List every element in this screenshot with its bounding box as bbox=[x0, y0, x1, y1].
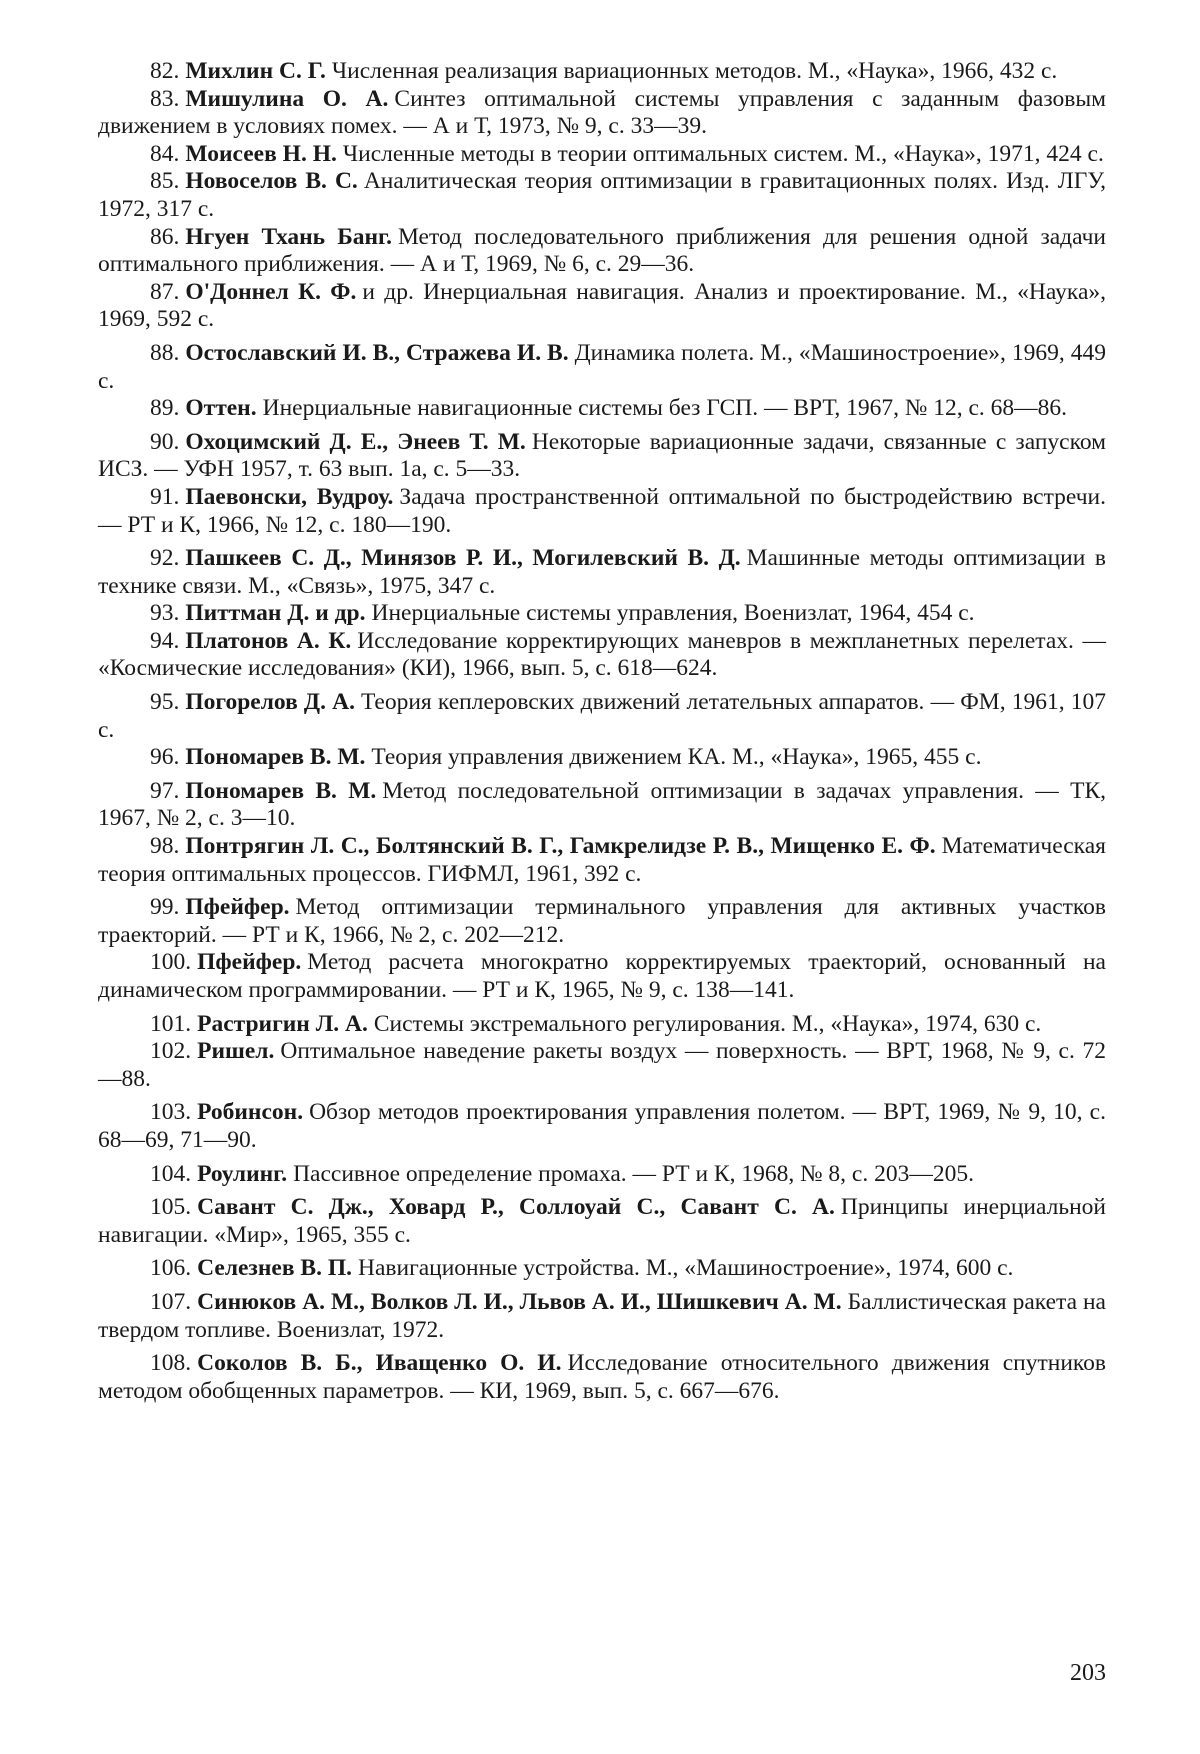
reference-entry bbox=[98, 628, 1106, 683]
reference-number: 95. bbox=[150, 689, 180, 716]
reference-authors: Селезнев В. П. bbox=[197, 1255, 352, 1282]
reference-authors: О'Доннел К. Ф. bbox=[185, 278, 357, 305]
reference-number: 107. bbox=[150, 1288, 192, 1315]
reference-text: Динамика полета. М., «Машиностроение», 1969, 449 с. bbox=[98, 339, 1106, 394]
reference-text: Теория кеплеровских движений летательных аппаратов. — ФМ, 1961, 107 с. bbox=[98, 689, 1106, 743]
reference-entry bbox=[98, 949, 1106, 1004]
reference-number: 89. bbox=[150, 395, 180, 422]
reference-number: 106. bbox=[150, 1255, 192, 1282]
reference-authors: Синюков А. М., Волков Л. И., Львов А. И., Шишкевич А. М. bbox=[197, 1288, 842, 1315]
reference-authors: Пашкеев С. Д., Минязов Р. И., Могилевский В. Д. bbox=[185, 545, 741, 572]
reference-number: 103. bbox=[150, 1099, 192, 1126]
reference-entry bbox=[98, 279, 1106, 334]
reference-entry bbox=[98, 1194, 1106, 1249]
reference-authors: Пфейфер. bbox=[197, 949, 302, 976]
reference-text: Обзор методов проектирования управления полетом. — ВРТ, 1969, № 9, 10, с. 68—69, 71—90. bbox=[98, 1099, 1106, 1153]
reference-text: Принципы инерциальной навигации. «Мир», 1965, 355 с. bbox=[98, 1194, 1106, 1248]
reference-text: Теория управления движением КА. М., «Наука», 1965, 455 с. bbox=[371, 744, 982, 771]
reference-number: 100. bbox=[150, 949, 192, 976]
reference-authors: Михлин С. Г. bbox=[185, 58, 326, 84]
reference-entry bbox=[98, 894, 1106, 949]
reference-authors: Платонов А. К. bbox=[185, 627, 352, 654]
reference-text: Численная реализация вариационных методов. М., «Наука», 1966, 432 с. bbox=[331, 58, 1058, 84]
reference-entry bbox=[98, 689, 1106, 744]
reference-number: 104. bbox=[150, 1160, 192, 1187]
reference-number: 105. bbox=[150, 1194, 192, 1221]
reference-entry bbox=[98, 744, 1106, 772]
reference-text: Системы экстремального регулирования. М., «Наука», 1974, 630 с. bbox=[373, 1010, 1042, 1037]
reference-number: 97. bbox=[150, 777, 180, 804]
reference-text: Метод расчета многократно корректируемых траекторий, основанный на динамическом программировании. — РТ и К, 1965, № 9, с. 138—141. bbox=[98, 949, 1106, 1003]
reference-authors: Ришел. bbox=[197, 1038, 275, 1065]
reference-text: Инерциальные системы управления, Военизлат, 1964, 454 с. bbox=[371, 600, 975, 627]
reference-entry bbox=[98, 1161, 1106, 1189]
reference-number: 99. bbox=[150, 894, 180, 921]
reference-authors: Остославский И. В., Стражева И. В. bbox=[185, 339, 569, 366]
reference-entry bbox=[98, 1038, 1106, 1093]
reference-text: Некоторые вариационные задачи, связанные с запуском ИСЗ. — УФН 1957, т. 63 вып. 1а, с. 5—33. bbox=[98, 428, 1106, 483]
reference-text: Аналитическая теория оптимизации в гравитационных полях. Изд. ЛГУ, 1972, 317 с. bbox=[98, 168, 1106, 222]
reference-number: 87. bbox=[150, 278, 180, 305]
reference-number: 101. bbox=[150, 1010, 192, 1037]
reference-authors: Понтрягин Л. С., Болтянский В. Г., Гамкрелидзе Р. В., Мищенко Е. Ф. bbox=[185, 833, 936, 860]
reference-entry bbox=[98, 1011, 1106, 1039]
reference-authors: Соколов В. Б., Иващенко О. И. bbox=[197, 1350, 562, 1377]
reference-number: 90. bbox=[150, 428, 180, 455]
reference-entry bbox=[98, 778, 1106, 833]
reference-authors: Охоцимский Д. Е., Энеев Т. М. bbox=[185, 428, 526, 455]
reference-number: 82. bbox=[150, 58, 180, 84]
reference-authors: Новоселов В. С. bbox=[185, 168, 358, 195]
reference-entry bbox=[98, 545, 1106, 600]
reference-number: 94. bbox=[150, 627, 180, 654]
reference-text: Инерциальные навигационные системы без ГСП. — ВРТ, 1967, № 12, с. 68—86. bbox=[262, 395, 1067, 422]
reference-text: Математическая теория оптимальных процессов. ГИФМЛ, 1961, 392 с. bbox=[98, 833, 1106, 887]
reference-authors: Нгуен Тхань Банг. bbox=[185, 223, 392, 250]
reference-number: 91. bbox=[150, 483, 180, 510]
reference-entry bbox=[98, 224, 1106, 279]
reference-text: и др. Инерциальная навигация. Анализ и проектирование. М., «Наука», 1969, 592 с. bbox=[98, 278, 1106, 333]
reference-authors: Пфейфер. bbox=[185, 894, 290, 921]
reference-text: Баллистическая ракета на твердом топливе. Военизлат, 1972. bbox=[98, 1288, 1106, 1343]
reference-authors: Оттен. bbox=[185, 395, 257, 422]
reference-entry bbox=[98, 58, 1106, 86]
page-number: 203 bbox=[1070, 1660, 1106, 1686]
reference-text: Пассивное определение промаха. — РТ и К, 1968, № 8, с. 203—205. bbox=[293, 1160, 974, 1187]
reference-number: 98. bbox=[150, 833, 180, 860]
reference-number: 85. bbox=[150, 168, 180, 195]
reference-number: 102. bbox=[150, 1038, 192, 1065]
reference-authors: Погорелов Д. А. bbox=[185, 689, 355, 716]
reference-text: Оптимальное наведение ракеты воздух — поверхность. — ВРТ, 1968, № 9, с. 72—88. bbox=[98, 1038, 1106, 1092]
reference-number: 108. bbox=[150, 1350, 192, 1377]
reference-entry bbox=[98, 168, 1106, 223]
reference-number: 84. bbox=[150, 140, 180, 167]
reference-text: Метод оптимизации терминального управления для активных участков траекторий. — РТ и К, 1966, № 2, с. 202—212. bbox=[98, 894, 1106, 948]
reference-entry bbox=[98, 600, 1106, 628]
reference-text: Задача пространственной оптимальной по быстродействию встречи. — РТ и К, 1966, № 12, с. 180—190. bbox=[98, 483, 1106, 538]
reference-text: Синтез оптимальной системы управления с заданным фазовым движением в условиях помех. — А и Т, 1973, № 9, с. 33—39. bbox=[98, 85, 1106, 140]
reference-authors: Растригин Л. А. bbox=[197, 1010, 368, 1037]
reference-number: 86. bbox=[150, 223, 180, 250]
reference-entry bbox=[98, 1099, 1106, 1154]
reference-entry bbox=[98, 395, 1106, 423]
reference-number: 92. bbox=[150, 545, 180, 572]
reference-authors: Пономарев В. М. bbox=[185, 744, 366, 771]
reference-authors: Питтман Д. и др. bbox=[185, 600, 366, 627]
reference-number: 93. bbox=[150, 600, 180, 627]
reference-text: Численные методы в теории оптимальных систем. М., «Наука», 1971, 424 с. bbox=[342, 140, 1104, 167]
reference-authors: Савант С. Дж., Ховард Р., Соллоуай С., Савант С. А. bbox=[197, 1194, 835, 1221]
reference-authors: Паевонски, Вудроу. bbox=[185, 483, 394, 510]
reference-text: Метод последовательного приближения для решения одной задачи оптимального приближения. — А и Т, 1969, № 6, с. 29—36. bbox=[98, 223, 1106, 278]
reference-entry bbox=[98, 86, 1106, 141]
reference-text: Исследование относительного движения спутников методом обобщенных параметров. — КИ, 1969, вып. 5, с. 667—676. bbox=[98, 1350, 1106, 1404]
reference-entry bbox=[98, 429, 1106, 484]
reference-text: Метод последовательной оптимизации в задачах управления. — ТК, 1967, № 2, с. 3—10. bbox=[98, 777, 1106, 832]
reference-number: 88. bbox=[150, 339, 180, 366]
reference-authors: Роулинг. bbox=[197, 1160, 288, 1187]
reference-entry bbox=[98, 1350, 1106, 1405]
reference-entry bbox=[98, 1255, 1106, 1283]
reference-entry bbox=[98, 141, 1106, 169]
reference-list bbox=[98, 58, 1106, 1405]
reference-entry bbox=[98, 1289, 1106, 1344]
reference-text: Исследование корректирующих маневров в межпланетных перелетах. — «Космические исследования» (КИ), 1966, вып. 5, с. 618—624. bbox=[98, 627, 1106, 682]
reference-authors: Робинсон. bbox=[197, 1099, 304, 1126]
reference-entry bbox=[98, 484, 1106, 539]
reference-number: 96. bbox=[150, 744, 180, 771]
reference-entry bbox=[98, 340, 1106, 395]
reference-authors: Моисеев Н. Н. bbox=[185, 140, 337, 167]
bibliography-page bbox=[98, 58, 1106, 1405]
reference-number: 83. bbox=[150, 85, 180, 112]
reference-authors: Мишулина О. А. bbox=[185, 85, 389, 112]
reference-text: Машинные методы оптимизации в технике связи. М., «Связь», 1975, 347 с. bbox=[98, 545, 1106, 599]
reference-authors: Пономарев В. М. bbox=[185, 777, 377, 804]
reference-entry bbox=[98, 833, 1106, 888]
reference-text: Навигационные устройства. М., «Машиностроение», 1974, 600 с. bbox=[358, 1255, 1014, 1282]
